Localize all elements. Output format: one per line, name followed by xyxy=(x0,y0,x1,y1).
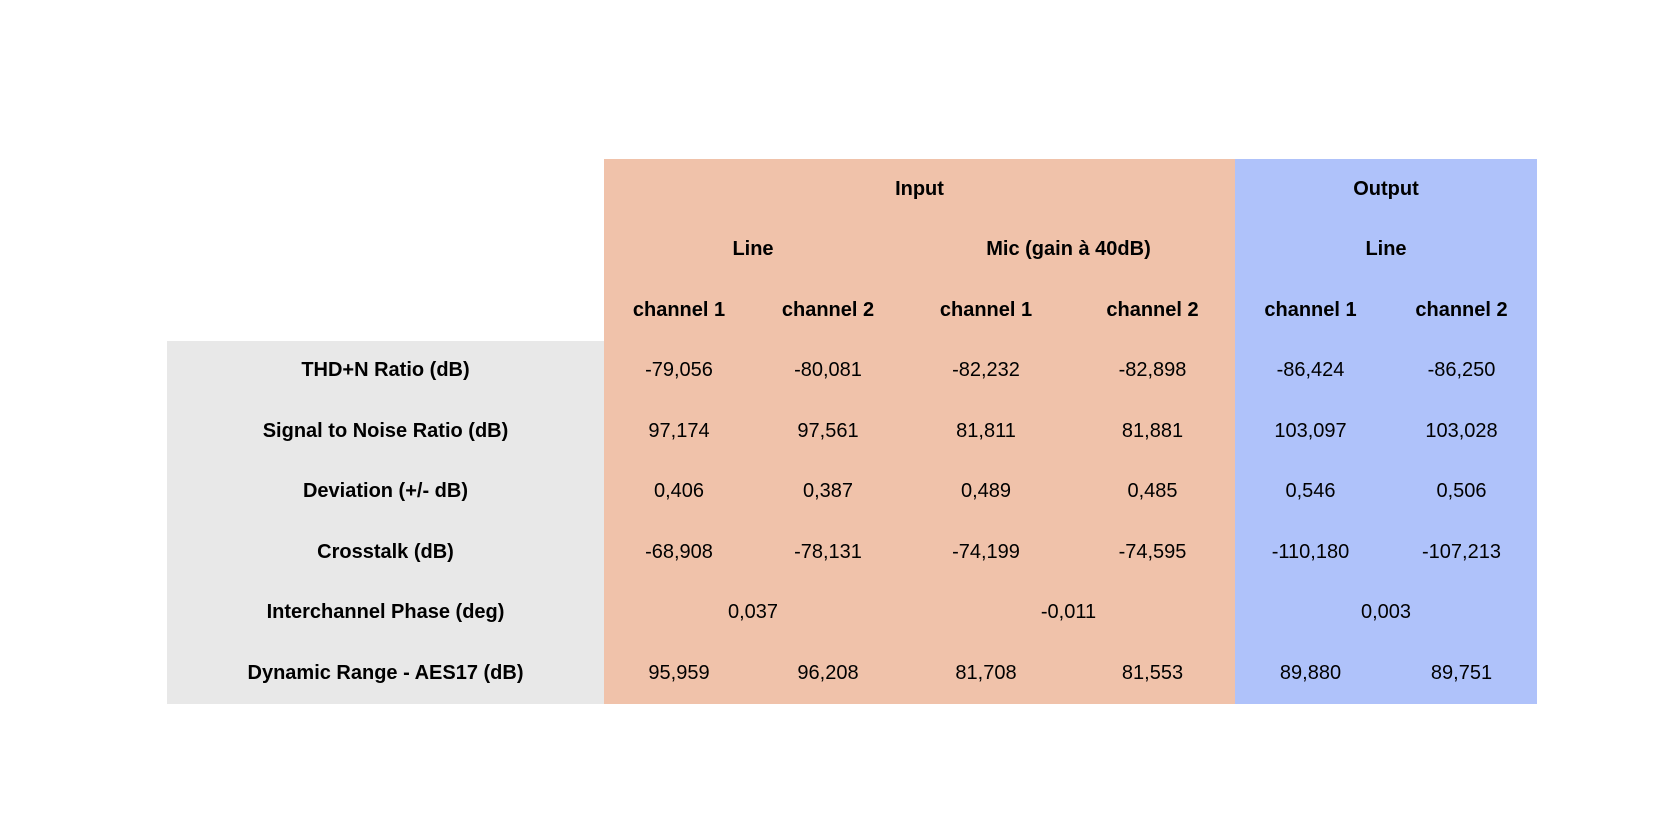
channel-header: channel 1 xyxy=(604,280,754,341)
measurements-table xyxy=(167,159,1537,704)
value-cell: -82,898 xyxy=(1070,341,1235,402)
channel-header: channel 2 xyxy=(754,280,902,341)
header-row-channel xyxy=(167,280,1537,341)
row-label: Dynamic Range - AES17 (dB) xyxy=(167,643,604,704)
value-cell: 103,028 xyxy=(1386,401,1537,462)
header-row-group xyxy=(167,159,1537,220)
value-cell: 81,881 xyxy=(1070,401,1235,462)
row-label: Crosstalk (dB) xyxy=(167,522,604,583)
value-cell: -79,056 xyxy=(604,341,754,402)
table-row xyxy=(167,401,1537,462)
table-row xyxy=(167,341,1537,402)
value-cell-merged: 0,003 xyxy=(1235,583,1537,644)
value-cell: 0,489 xyxy=(902,462,1070,523)
value-cell: -107,213 xyxy=(1386,522,1537,583)
table-row xyxy=(167,522,1537,583)
channel-header: channel 1 xyxy=(1235,280,1386,341)
row-label: THD+N Ratio (dB) xyxy=(167,341,604,402)
value-cell: -82,232 xyxy=(902,341,1070,402)
input-mic-header: Mic (gain à 40dB) xyxy=(902,220,1235,281)
row-label: Signal to Noise Ratio (dB) xyxy=(167,401,604,462)
value-cell: 81,708 xyxy=(902,643,1070,704)
row-label: Interchannel Phase (deg) xyxy=(167,583,604,644)
channel-header: channel 2 xyxy=(1070,280,1235,341)
value-cell: 96,208 xyxy=(754,643,902,704)
row-label: Deviation (+/- dB) xyxy=(167,462,604,523)
header-row-type xyxy=(167,220,1537,281)
value-cell: 0,406 xyxy=(604,462,754,523)
table-row xyxy=(167,643,1537,704)
corner-cell xyxy=(167,159,604,220)
corner-cell xyxy=(167,280,604,341)
output-header: Output xyxy=(1235,159,1537,220)
value-cell: -74,595 xyxy=(1070,522,1235,583)
value-cell: -110,180 xyxy=(1235,522,1386,583)
value-cell: 95,959 xyxy=(604,643,754,704)
value-cell: -78,131 xyxy=(754,522,902,583)
value-cell: 0,506 xyxy=(1386,462,1537,523)
value-cell: -74,199 xyxy=(902,522,1070,583)
value-cell: 81,553 xyxy=(1070,643,1235,704)
value-cell: -86,250 xyxy=(1386,341,1537,402)
value-cell: -86,424 xyxy=(1235,341,1386,402)
value-cell: 0,485 xyxy=(1070,462,1235,523)
table-row xyxy=(167,583,1537,644)
value-cell: 97,174 xyxy=(604,401,754,462)
output-line-header: Line xyxy=(1235,220,1537,281)
corner-cell xyxy=(167,220,604,281)
input-header: Input xyxy=(604,159,1235,220)
channel-header: channel 1 xyxy=(902,280,1070,341)
value-cell: 103,097 xyxy=(1235,401,1386,462)
value-cell-merged: 0,037 xyxy=(604,583,902,644)
measurements-table-sheet xyxy=(167,159,1537,703)
value-cell: 0,546 xyxy=(1235,462,1386,523)
table-row xyxy=(167,462,1537,523)
value-cell: 81,811 xyxy=(902,401,1070,462)
value-cell-merged: -0,011 xyxy=(902,583,1235,644)
input-line-header: Line xyxy=(604,220,902,281)
value-cell: 97,561 xyxy=(754,401,902,462)
value-cell: -80,081 xyxy=(754,341,902,402)
value-cell: 89,880 xyxy=(1235,643,1386,704)
value-cell: -68,908 xyxy=(604,522,754,583)
channel-header: channel 2 xyxy=(1386,280,1537,341)
value-cell: 0,387 xyxy=(754,462,902,523)
value-cell: 89,751 xyxy=(1386,643,1537,704)
